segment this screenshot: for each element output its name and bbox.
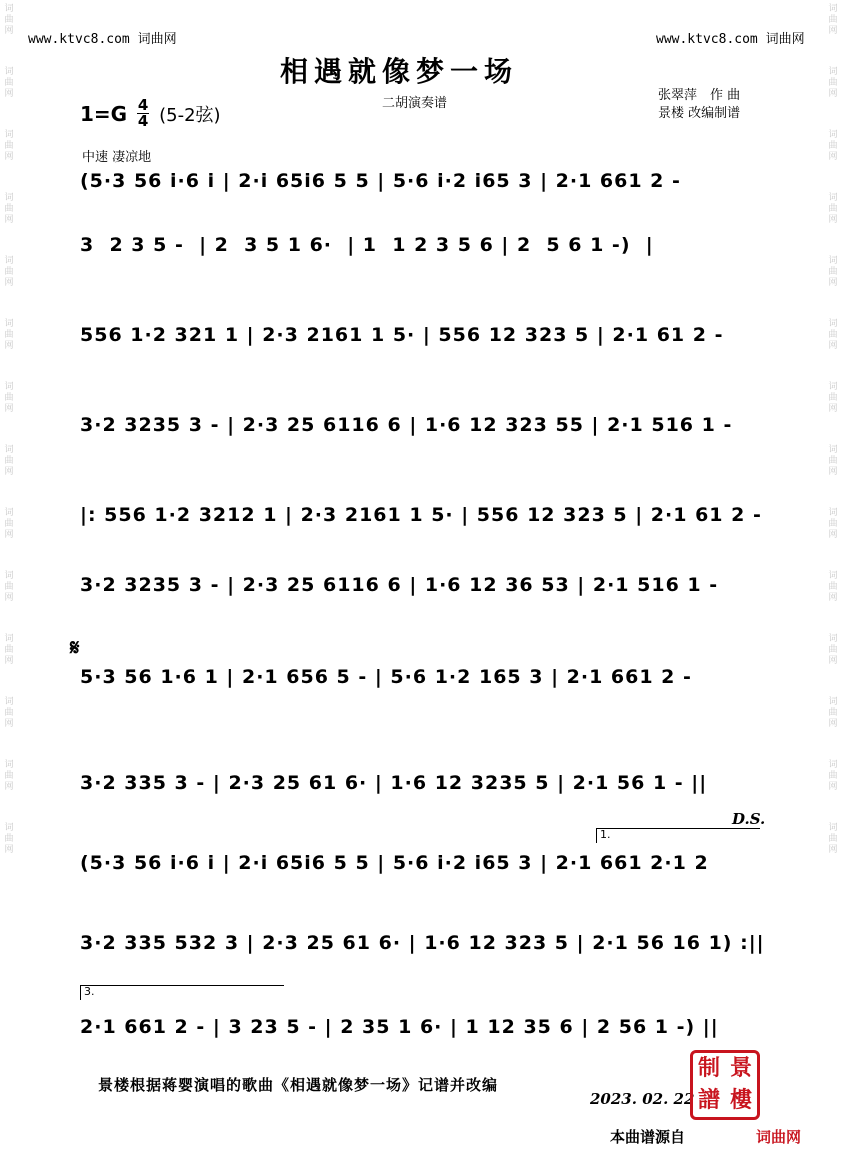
score-row-notes: 3·2 335 532 3 | 2·3 25 61 6· | 1·6 12 323 5 | 2·1 56 16 1) :||: [80, 932, 765, 954]
watermark-glyph: 网: [828, 26, 838, 36]
seal-char: 樓: [729, 1087, 752, 1113]
watermark-glyph: 曲: [4, 834, 14, 844]
footer-note: 景楼根据蒋婴演唱的歌曲《相遇就像梦一场》记谱并改编: [98, 1076, 499, 1094]
watermark-glyph-group: [828, 697, 837, 730]
dal-segno-marking: D.S.: [732, 810, 766, 828]
watermark-glyph-group: [4, 445, 13, 478]
watermark-glyph: 词: [828, 634, 838, 644]
watermark-glyph: 网: [828, 89, 838, 99]
watermark-glyph: 词: [4, 697, 14, 707]
watermark-glyph: 网: [828, 467, 838, 477]
watermark-glyph: 网: [828, 152, 838, 162]
watermark-glyph-group: [4, 382, 13, 415]
watermark-glyph: 词: [828, 697, 838, 707]
watermark-glyph: 网: [4, 215, 14, 225]
watermark-glyph: 网: [828, 278, 838, 288]
watermark-glyph-group: [828, 508, 837, 541]
watermark-glyph: 曲: [828, 15, 838, 25]
watermark-glyph: 网: [828, 530, 838, 540]
watermark-glyph: 词: [4, 760, 14, 770]
score-row: [80, 848, 770, 888]
watermark-glyph: 网: [4, 593, 14, 603]
watermark-glyph-group: [4, 760, 13, 793]
watermark-glyph: 词: [4, 634, 14, 644]
watermark-glyph: 曲: [828, 834, 838, 844]
score-subtitle: 二胡演奏谱: [382, 96, 448, 111]
watermark-glyph-group: [828, 445, 837, 478]
watermark-glyph: 词: [828, 4, 838, 14]
watermark-glyph: 曲: [828, 582, 838, 592]
watermark-glyph: 曲: [828, 393, 838, 403]
watermark-glyph: 曲: [828, 645, 838, 655]
time-numerator: 4: [137, 96, 149, 114]
watermark-glyph: 网: [4, 278, 14, 288]
watermark-glyph: 词: [4, 571, 14, 581]
watermark-glyph: 网: [828, 341, 838, 351]
watermark-glyph: 词: [828, 445, 838, 455]
watermark-glyph-group: [828, 67, 837, 100]
watermark-glyph: 网: [4, 26, 14, 36]
watermark-glyph: 曲: [828, 204, 838, 214]
watermark-glyph: 词: [828, 319, 838, 329]
key-signature-line: [80, 98, 221, 129]
score-title: 相遇就像梦一场: [280, 55, 519, 88]
score-row-notes: |: 556 1·2 3212 1 | 2·3 2161 1 5· | 556 12 323 5 | 2·1 61 2 -: [80, 504, 762, 526]
score-row: [80, 230, 770, 270]
watermark-glyph: 词: [4, 193, 14, 203]
source-site-link[interactable]: 词曲网: [756, 1128, 802, 1146]
watermark-glyph-group: [828, 760, 837, 793]
watermark-glyph-group: [828, 634, 837, 667]
score-row-notes: 556 1·2 321 1 | 2·3 2161 1 5· | 556 12 323 5 | 2·1 61 2 -: [80, 324, 724, 346]
watermark-glyph: 词: [4, 508, 14, 518]
watermark-glyph-group: [828, 4, 837, 37]
watermark-glyph: 曲: [828, 78, 838, 88]
score-row-notes: 5·3 56 1·6 1 | 2·1 656 5 - | 5·6 1·2 165 3 | 2·1 661 2 -: [80, 666, 692, 688]
watermark-glyph: 曲: [4, 645, 14, 655]
score-date: 2023. 02. 22: [590, 1090, 695, 1108]
score-row-notes: 2·1 661 2 - | 3 23 5 - | 2 35 1 6· | 1 12 35 6 | 2 56 1 -) ||: [80, 1016, 719, 1038]
watermark-glyph: 曲: [828, 708, 838, 718]
right-watermark-column: [826, 0, 840, 1175]
watermark-glyph: 网: [828, 845, 838, 855]
watermark-glyph: 网: [828, 593, 838, 603]
score-row: [80, 570, 770, 610]
first-ending-bracket: [596, 828, 760, 843]
watermark-glyph: 词: [4, 823, 14, 833]
watermark-glyph: 词: [828, 571, 838, 581]
first-ending-label: 1.: [600, 828, 611, 841]
watermark-glyph-group: [4, 67, 13, 100]
string-tuning: (5-2弦): [159, 104, 221, 126]
watermark-glyph-group: [4, 823, 13, 856]
watermark-glyph: 词: [4, 382, 14, 392]
watermark-glyph: 曲: [828, 771, 838, 781]
composer-credit: 张翠萍 作 曲: [658, 88, 741, 103]
watermark-glyph: 曲: [828, 267, 838, 277]
watermark-glyph-group: [828, 256, 837, 289]
watermark-glyph: 词: [828, 256, 838, 266]
key-signature: 1=G: [80, 101, 128, 126]
watermark-glyph: 网: [4, 719, 14, 729]
score-row-notes: (5·3 56 i·6 i | 2·i 65i6 5 5 | 5·6 i·2 i65 3 | 2·1 661 2 -: [80, 170, 681, 192]
time-denominator: 4: [137, 112, 149, 130]
watermark-glyph-group: [4, 634, 13, 667]
watermark-glyph-group: [828, 193, 837, 226]
watermark-glyph: 词: [828, 67, 838, 77]
watermark-glyph: 曲: [4, 519, 14, 529]
score-row-notes: (5·3 56 i·6 i | 2·i 65i6 5 5 | 5·6 i·2 i65 3 | 2·1 661 2·1 2: [80, 852, 709, 874]
watermark-glyph: 曲: [4, 393, 14, 403]
score-row-notes: 3·2 335 3 - | 2·3 25 61 6· | 1·6 12 3235 5 | 2·1 56 1 - ||: [80, 772, 708, 794]
third-ending-label: 3.: [84, 985, 95, 998]
watermark-glyph-group: [4, 319, 13, 352]
watermark-glyph: 词: [4, 67, 14, 77]
watermark-glyph: 曲: [4, 78, 14, 88]
watermark-glyph-group: [828, 319, 837, 352]
watermark-glyph: 曲: [4, 15, 14, 25]
watermark-glyph: 曲: [4, 771, 14, 781]
watermark-glyph-group: [4, 571, 13, 604]
watermark-glyph-group: [828, 571, 837, 604]
watermark-glyph: 网: [4, 845, 14, 855]
watermark-glyph-group: [4, 4, 13, 37]
time-signature: [137, 98, 149, 129]
watermark-glyph: 曲: [828, 141, 838, 151]
watermark-glyph: 网: [828, 215, 838, 225]
watermark-glyph: 网: [4, 341, 14, 351]
watermark-glyph: 网: [4, 656, 14, 666]
watermark-glyph-group: [4, 130, 13, 163]
watermark-glyph: 网: [4, 152, 14, 162]
watermark-glyph: 词: [828, 130, 838, 140]
score-row: [80, 768, 770, 808]
watermark-glyph: 网: [4, 467, 14, 477]
arranger-seal: [690, 1050, 760, 1120]
watermark-glyph: 曲: [828, 330, 838, 340]
watermark-glyph: 词: [4, 256, 14, 266]
score-row: [80, 500, 770, 540]
watermark-glyph: 网: [4, 530, 14, 540]
score-row: [80, 410, 770, 450]
watermark-glyph: 词: [828, 823, 838, 833]
score-row: [80, 166, 770, 206]
segno-sign: 𝄋: [70, 636, 80, 661]
score-row-notes: 3·2 3235 3 - | 2·3 25 6116 6 | 1·6 12 36 53 | 2·1 516 1 -: [80, 574, 719, 596]
seal-char: 制: [697, 1055, 720, 1081]
site-url-left: www.ktvc8.com 词曲网: [28, 32, 177, 47]
watermark-glyph: 词: [4, 130, 14, 140]
watermark-glyph: 网: [828, 719, 838, 729]
third-ending-bracket: [80, 985, 284, 1000]
watermark-glyph: 曲: [4, 267, 14, 277]
watermark-glyph: 曲: [828, 519, 838, 529]
watermark-glyph: 曲: [4, 582, 14, 592]
site-url-right: www.ktvc8.com 词曲网: [656, 32, 805, 47]
watermark-glyph-group: [828, 823, 837, 856]
tempo-marking: 中速 凄凉地: [82, 150, 152, 165]
watermark-glyph: 词: [4, 4, 14, 14]
watermark-glyph: 网: [4, 782, 14, 792]
watermark-glyph: 曲: [4, 141, 14, 151]
watermark-glyph: 词: [4, 319, 14, 329]
score-row: [80, 928, 770, 968]
score-row-notes: 3 2 3 5 - | 2 3 5 1 6· | 1 1 2 3 5 6 | 2 5 6 1 -) |: [80, 234, 654, 256]
watermark-glyph-group: [4, 697, 13, 730]
watermark-glyph: 曲: [4, 204, 14, 214]
watermark-glyph: 曲: [4, 330, 14, 340]
seal-char: 景: [729, 1055, 752, 1081]
score-row: [80, 662, 770, 702]
source-label: 本曲谱源自: [610, 1128, 686, 1146]
watermark-glyph: 曲: [4, 456, 14, 466]
score-row-notes: 3·2 3235 3 - | 2·3 25 6116 6 | 1·6 12 323 55 | 2·1 516 1 -: [80, 414, 733, 436]
watermark-glyph: 词: [828, 193, 838, 203]
watermark-glyph: 词: [828, 382, 838, 392]
seal-char: 譜: [697, 1087, 720, 1113]
watermark-glyph: 网: [4, 404, 14, 414]
watermark-glyph: 网: [828, 404, 838, 414]
watermark-glyph-group: [4, 508, 13, 541]
left-watermark-column: [2, 0, 16, 1175]
watermark-glyph-group: [4, 256, 13, 289]
watermark-glyph: 网: [828, 782, 838, 792]
watermark-glyph: 网: [4, 89, 14, 99]
score-row: [80, 1012, 770, 1052]
score-row: [80, 320, 770, 360]
watermark-glyph: 词: [828, 760, 838, 770]
watermark-glyph-group: [4, 193, 13, 226]
watermark-glyph: 词: [4, 445, 14, 455]
watermark-glyph-group: [828, 130, 837, 163]
watermark-glyph: 网: [828, 656, 838, 666]
watermark-glyph: 曲: [4, 708, 14, 718]
arranger-credit: 景楼 改编制谱: [658, 106, 741, 121]
watermark-glyph: 词: [828, 508, 838, 518]
watermark-glyph-group: [828, 382, 837, 415]
watermark-glyph: 曲: [828, 456, 838, 466]
